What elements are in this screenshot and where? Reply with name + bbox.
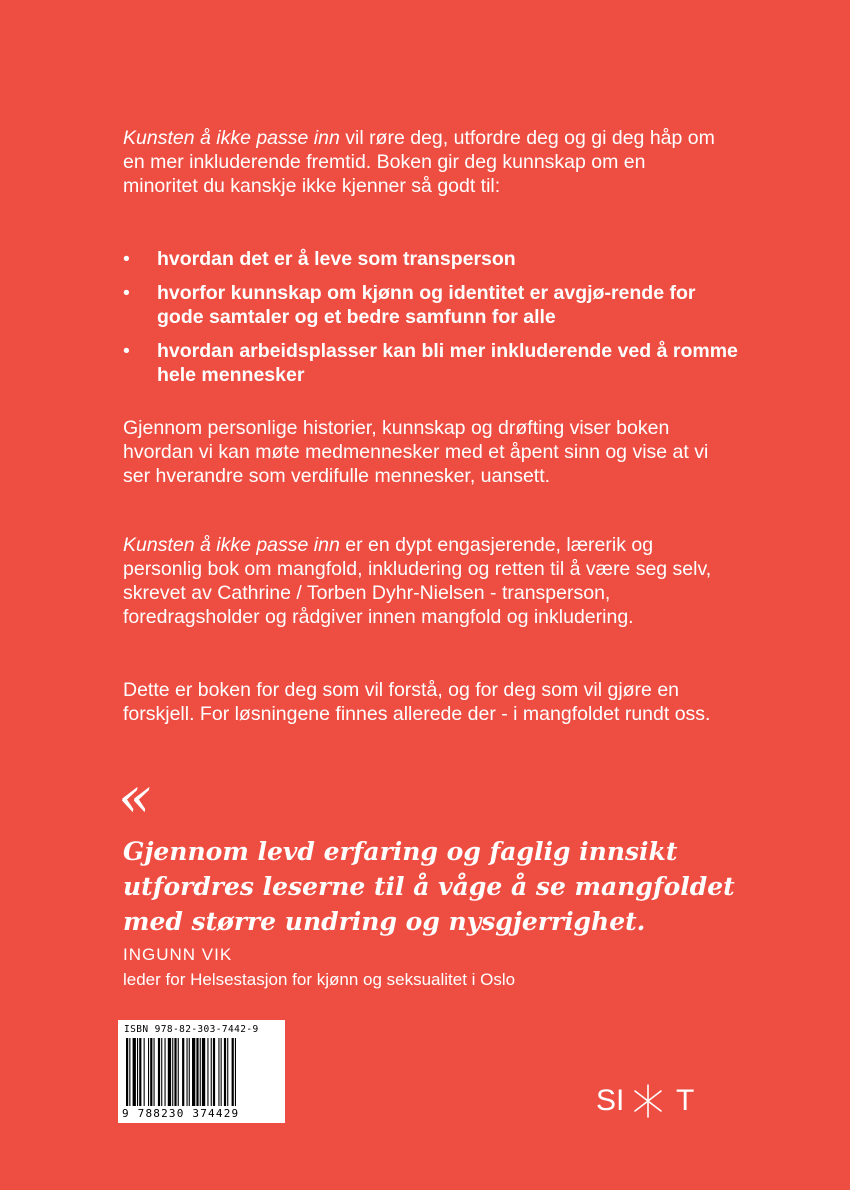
quote-author-role: leder for Helsestasjon for kjønn og seksualitet i Oslo [123, 970, 516, 989]
intro-text: vil røre deg, utfordre deg og gi deg håp om en mer inkluderende fremtid. Boken gir deg kunnskap om en minoritet du kanskje ikke kjenner så godt til: [123, 127, 715, 197]
bullet-icon: • [123, 248, 130, 270]
barcode-bars-icon [126, 1038, 277, 1106]
isbn-label: ISBN 978-82-303-7442-9 [124, 1024, 259, 1035]
author-paragraph: Kunsten å ikke passe inn er en dypt engasjerende, lærerik og personlig bok om mangfold, inkludering og retten til å være seg selv, skrevet av Cathrine / Torben Dyhr-Nielsen - transperson, foredragsholder og rådgiver innen mangfold og inkludering. [123, 534, 712, 628]
publisher-logo-left: SI [596, 1084, 625, 1117]
bullet-list [123, 247, 743, 397]
publisher-logo [596, 1082, 706, 1122]
bullet-icon: • [123, 282, 130, 304]
quote-mark-icon: « [118, 765, 153, 830]
publisher-logo-right: T [676, 1084, 695, 1117]
book-title-italic: Kunsten å ikke passe inn [123, 127, 340, 149]
barcode [118, 1020, 285, 1123]
asterisk-icon [630, 1083, 666, 1119]
quote-author: INGUNN VIK [123, 945, 233, 964]
closing-paragraph: Dette er boken for deg som vil forstå, og for deg som vil gjøre en forskjell. For løsningene finnes allerede der - i mangfoldet rundt oss. [123, 679, 711, 725]
list-item: • hvordan det er å leve som transperson [123, 248, 516, 270]
intro-paragraph [123, 126, 723, 198]
barcode-digits: 9 788230 374429 [122, 1107, 240, 1120]
body-paragraph: Gjennom personlige historier, kunnskap og drøfting viser boken hvordan vi kan møte medmennesker med et åpent sinn og vise at vi ser hverandre som verdifulle mennesker, uansett. [123, 417, 709, 487]
book-title-italic: Kunsten å ikke passe inn [123, 534, 340, 556]
bullet-icon: • [123, 340, 130, 362]
list-item: • hvorfor kunnskap om kjønn og identitet er avgjø-rende for gode samtaler og et bedre samfunn for alle [123, 282, 696, 328]
list-item: • hvordan arbeidsplasser kan bli mer inkluderende ved å romme hele mennesker [123, 340, 738, 386]
endorsement-quote: Gjennom levd erfaring og faglig innsikt utfordres leserne til å våge å se mangfoldet med større undring og nysgjerrighet. [123, 837, 735, 936]
